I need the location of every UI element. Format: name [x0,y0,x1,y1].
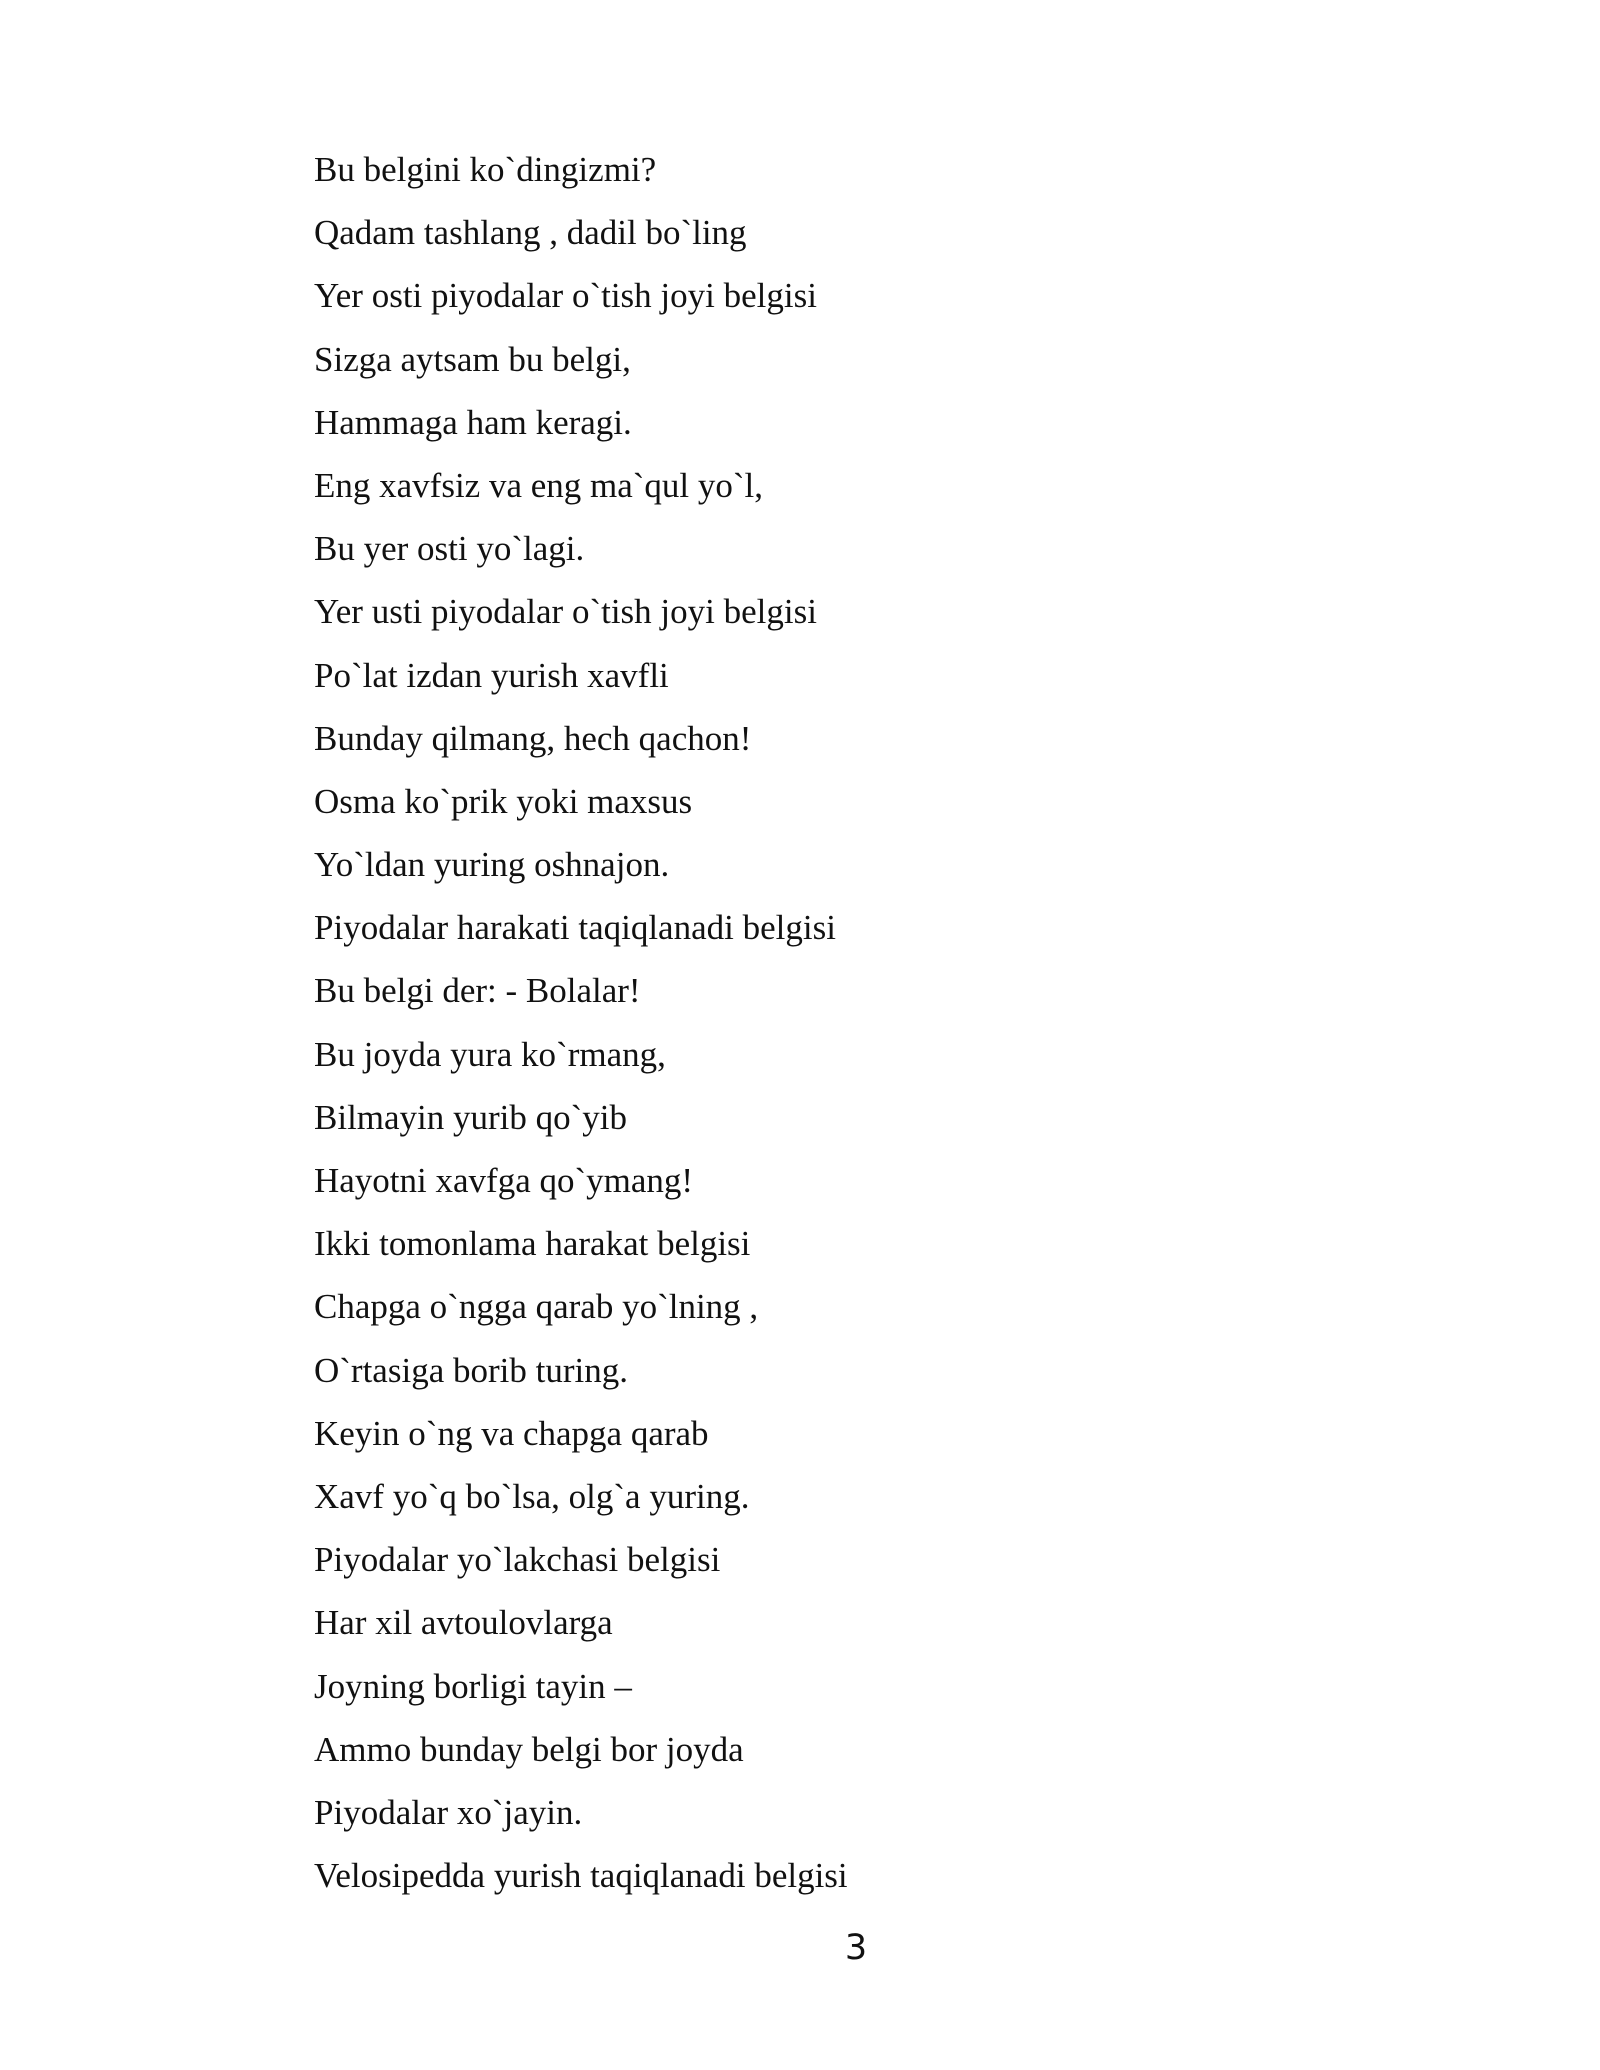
text-line: Piyodalar yo`lakchasi belgisi [314,1540,721,1580]
text-line: Osma ko`prik yoki maxsus [314,781,693,821]
page-number: 3 [844,1928,868,1968]
text-line: O`rtasiga borib turing. [314,1350,628,1390]
text-line: Bu belgini ko`dingizmi? [314,150,657,189]
text-line: Bu yer osti yo`lagi. [314,529,585,569]
text-line: Hammaga ham keragi. [314,402,632,442]
text-line: Har xil avtoulovlarga [314,1603,613,1643]
text-line: Bunday qilmang, hech qachon! [314,718,752,758]
text-line: Ammo bunday belgi bor joyda [314,1729,744,1769]
text-line: Eng xavfsiz va eng ma`qul yo`l, [314,465,764,505]
text-line: Yer osti piyodalar o`tish joyi belgisi [314,276,817,316]
text-line: Velosipedda yurish taqiqlanadi belgisi [314,1856,848,1896]
text-line: Xavf yo`q bo`lsa, olg`a yuring. [314,1476,750,1516]
text-line: Ikki tomonlama harakat belgisi [314,1224,751,1264]
text-line: Piyodalar xo`jayin. [314,1792,583,1832]
text-line: Piyodalar harakati taqiqlanadi belgisi [314,908,836,948]
text-line: Bu joyda yura ko`rmang, [314,1034,666,1074]
text-line: Hayotni xavfga qo`ymang! [314,1161,694,1200]
text-line: Yo`ldan yuring oshnajon. [314,845,670,885]
text-line: Qadam tashlang , dadil bo`ling [314,213,747,253]
text-line: Keyin o`ng va chapga qarab [314,1413,709,1453]
poem-text [314,145,848,1914]
text-line: Joyning borligi tayin – [314,1666,632,1706]
text-line: Chapga o`ngga qarab yo`lning , [314,1287,759,1327]
text-line: Po`lat izdan yurish xavfli [314,655,669,695]
text-line: Bu belgi der: - Bolalar! [314,971,641,1011]
text-line: Sizga aytsam bu belgi, [314,339,631,379]
text-line: Yer usti piyodalar o`tish joyi belgisi [314,592,817,632]
text-line: Bilmayin yurib qo`yib [314,1097,628,1137]
